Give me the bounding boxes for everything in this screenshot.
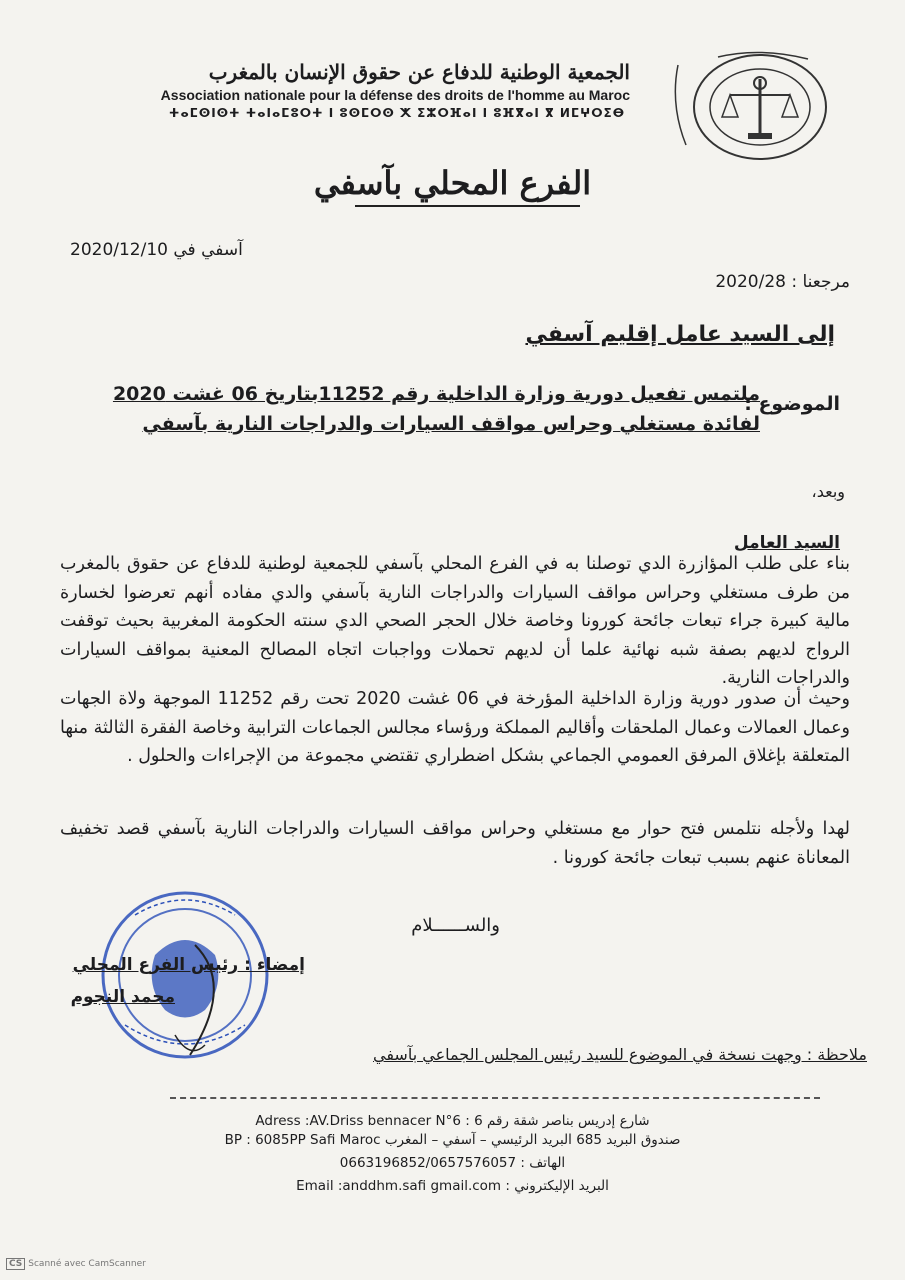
body-paragraph-3: لهدا ولأجله نتلمس فتح حوار مع مستغلي وحراس مواقف السيارات والدراجات النارية بآسفي قصد تخفيف المعاناة عنهم بسبب تبعات جائحة كورونا . xyxy=(60,819,850,868)
body-paragraph-1: بناء على طلب المؤازرة الدي توصلنا به في الفرع المحلي بآسفي للجمعية لوطنية للدفاع عن حقوق بالمغرب من طرف مستغلي وحراس مواقف السيارات والدراجات النارية بآسفي والدي مفاده أنهم تعرضوا لخسارة مالية كبيرة جراء تبعات جائحة كورونا وخاصة خلال الحجر الصحي الدي سنته الحكومة المغربية بحيث توقفت الرواج لديهم بصفة شبه نهائية علما أن لديهم تحملات وواجبات اتجاه المصالح المعنية بمواقف السيارات والدراجات النارية. xyxy=(60,554,850,688)
branch-title: الفرع المحلي بآسفي xyxy=(313,164,592,202)
signatory-name: محمد النجوم xyxy=(70,987,175,1007)
footer-address: Adress :AV.Driss bennacer N°6 : شارع إدريس بناصر شقة رقم 6 xyxy=(255,1113,650,1129)
body-paragraph-2: وحيث أن صدور دورية وزارة الداخلية المؤرخة في 06 غشت 2020 تحت رقم 11252 الموجهة ولاة الجهات وعمال العمالات وعمال الملحقات وأقاليم المملكة ورؤساء مجالس الجماعات الترابية وخاصة الفقرة الثالثة منها المتعلقة بإغلاق المرفق العمومي الجماعي بشكل اضطراري تقتضي مجموعة من الإجراءات والحلول . xyxy=(60,689,851,766)
footer-divider xyxy=(170,1097,820,1099)
footer-phone: الهاتف : 0663196852/0657576057 xyxy=(339,1155,566,1171)
greeting: وبعد، xyxy=(811,482,845,501)
signature-label: إمضاء : رئيس الفرع المحلي xyxy=(72,955,305,975)
organization-name-french: Association nationale pour la défense des droits de l'homme au Maroc xyxy=(160,87,630,103)
subject-line-2: لفائدة مستغلي وحراس مواقف السيارات والدراجات النارية بآسفي xyxy=(142,413,760,435)
branch-title-underline xyxy=(355,205,580,207)
camscanner-icon: CS xyxy=(6,1258,25,1270)
footer-po-box: BP : 6085PP Safi Maroc صندوق البريد 685 البريد الرئيسي – آسفي – المغرب xyxy=(224,1132,681,1148)
scanner-watermark-text: Scanné avec CamScanner xyxy=(28,1259,146,1269)
closing: والســــــلام xyxy=(411,915,500,936)
association-stamp xyxy=(95,885,275,1065)
organization-name-arabic: الجمعية الوطنية للدفاع عن حقوق الإنسان بالمغرب xyxy=(208,60,630,84)
reference-number: مرجعنا : 2020/28 xyxy=(715,272,850,292)
scales-of-justice-logo xyxy=(648,45,848,165)
recipient: إلى السيد عامل إقليم آسفي xyxy=(525,322,835,347)
subject-line-1: ملتمس تفعيل دورية وزارة الداخلية رقم 11252بتاريخ 06 غشت 2020 xyxy=(112,383,760,405)
subject-label: الموضوع : xyxy=(744,393,840,415)
organization-name-tifinagh: ⵜⴰⵎⵙⵏⵙⵜ ⵜⴰⵏⴰⵎⵓⵔⵜ ⵏ ⵓⵙⵎⵔⵙ ⵅ ⵉⵣⵔⴼⴰⵏ ⵏ ⵓⴼⴳⴰⵏ ⴳ ⵍⵎⵖⵔⵉⴱ xyxy=(168,106,625,120)
footer-email: Email :anddhm.safi gmail.com : البريد الإليكتروني xyxy=(296,1178,609,1194)
scanner-watermark xyxy=(6,1258,146,1270)
letter-date: آسفي في 2020/12/10 xyxy=(70,240,243,260)
copy-note: ملاحظة : وجهت نسخة في الموضوع للسيد رئيس المجلس الجماعي بآسفي xyxy=(372,1045,867,1064)
salutation: السيد العامل xyxy=(733,533,840,553)
